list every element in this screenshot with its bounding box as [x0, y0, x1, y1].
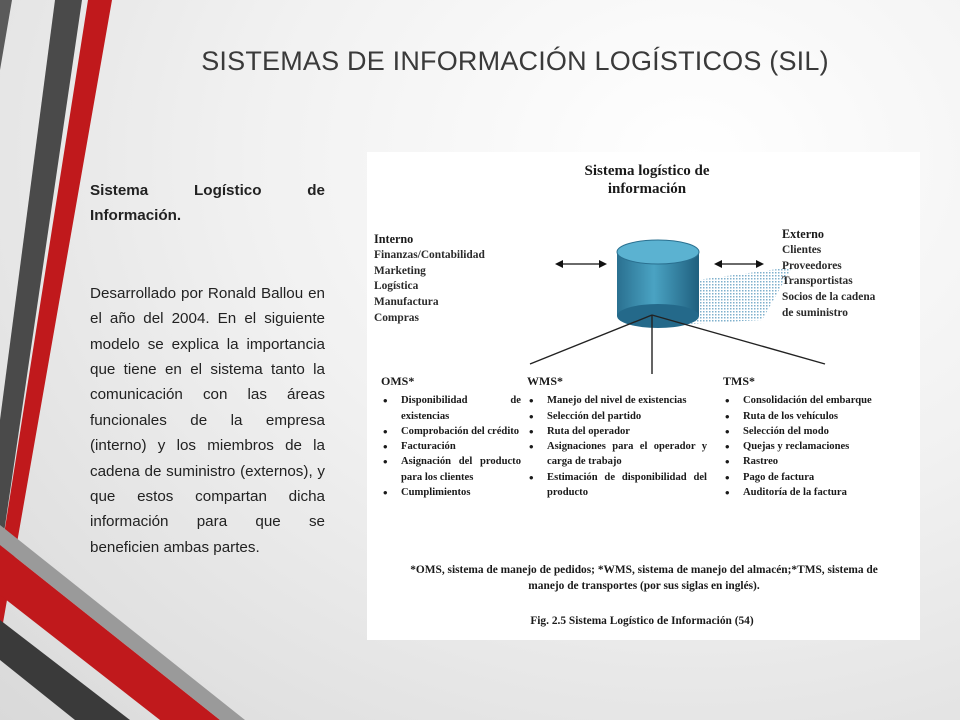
figure-caption: Fig. 2.5 Sistema Logístico de Información (54) — [530, 615, 754, 627]
tms-item: • Auditoría de la factura — [723, 485, 878, 500]
interno-item: Finanzas/Contabilidad — [374, 248, 485, 261]
wms-item: • Estimación de disponibilidad del producto — [527, 470, 707, 501]
database-cylinder-icon — [617, 240, 699, 328]
externo-item: Socios de la cadena — [782, 291, 876, 304]
arrow-interno-icon — [555, 260, 607, 268]
externo-column — [782, 227, 875, 322]
externo-item: Transportistas — [782, 275, 853, 288]
oms-item: • Facturación — [381, 439, 521, 454]
slide-title: SISTEMAS DE INFORMACIÓN LOGÍSTICOS (SIL) — [201, 46, 829, 76]
tms-item: • Quejas y reclamaciones — [723, 439, 878, 454]
externo-item: Proveedores — [782, 259, 842, 272]
tms-list — [723, 374, 878, 500]
cylinder-shadow — [687, 267, 792, 324]
externo-item: de suministro — [782, 306, 848, 319]
tms-item: • Pago de factura — [723, 470, 878, 485]
oms-item: • Cumplimientos — [381, 485, 521, 500]
diagram-figure — [367, 152, 920, 640]
oms-item: • Asignación del producto para los clientes — [381, 454, 521, 485]
interno-item: Compras — [374, 311, 419, 324]
interno-item: Logística — [374, 280, 419, 293]
oms-item: • Comprobación del crédito — [381, 424, 521, 439]
wms-item: • Asignaciones para el operador y carga de trabajo — [527, 439, 707, 470]
figure-footnote: *OMS, sistema de manejo de pedidos; *WMS, sistema de manejo del almacén;*TMS, sistema de manejo de transportes (por sus siglas en inglés). — [410, 564, 878, 592]
left-text-block — [90, 178, 325, 560]
wms-item: • Selección del partido — [527, 409, 707, 424]
interno-column — [374, 232, 485, 327]
externo-heading: Externo — [782, 227, 824, 241]
tms-item: • Ruta de los vehículos — [723, 409, 878, 424]
tms-item: • Selección del modo — [723, 424, 878, 439]
wms-item: • Manejo del nivel de existencias — [527, 393, 707, 408]
externo-item: Clientes — [782, 243, 822, 256]
body-paragraph: Desarrollado por Ronald Ballou en el año del 2004. En el siguiente modelo se explica la importancia que tiene en el sistema tanto la comunicación con las áreas funcionales de la empresa (interno) y los miembros de la cadena de suministro (externos), y que estos compartan dicha información para que se beneficien ambas partes. — [90, 284, 325, 556]
wms-heading: WMS* — [527, 374, 563, 388]
wms-item: • Ruta del operador — [527, 424, 707, 439]
tms-item: • Consolidación del embarque — [723, 393, 878, 408]
tms-heading: TMS* — [723, 374, 756, 388]
interno-item: Manufactura — [374, 296, 439, 309]
oms-list — [381, 374, 521, 500]
oms-item: • Disponibilidad de existencias — [381, 393, 521, 424]
figure-title: Sistema logístico de información — [584, 163, 710, 197]
oms-heading: OMS* — [381, 374, 415, 388]
subheading: Sistema Logístico de Información. — [90, 182, 325, 225]
interno-item: Marketing — [374, 264, 426, 277]
arrow-externo-icon — [714, 260, 764, 268]
wms-list — [527, 374, 707, 500]
tms-item: • Rastreo — [723, 454, 878, 469]
interno-heading: Interno — [374, 232, 414, 246]
